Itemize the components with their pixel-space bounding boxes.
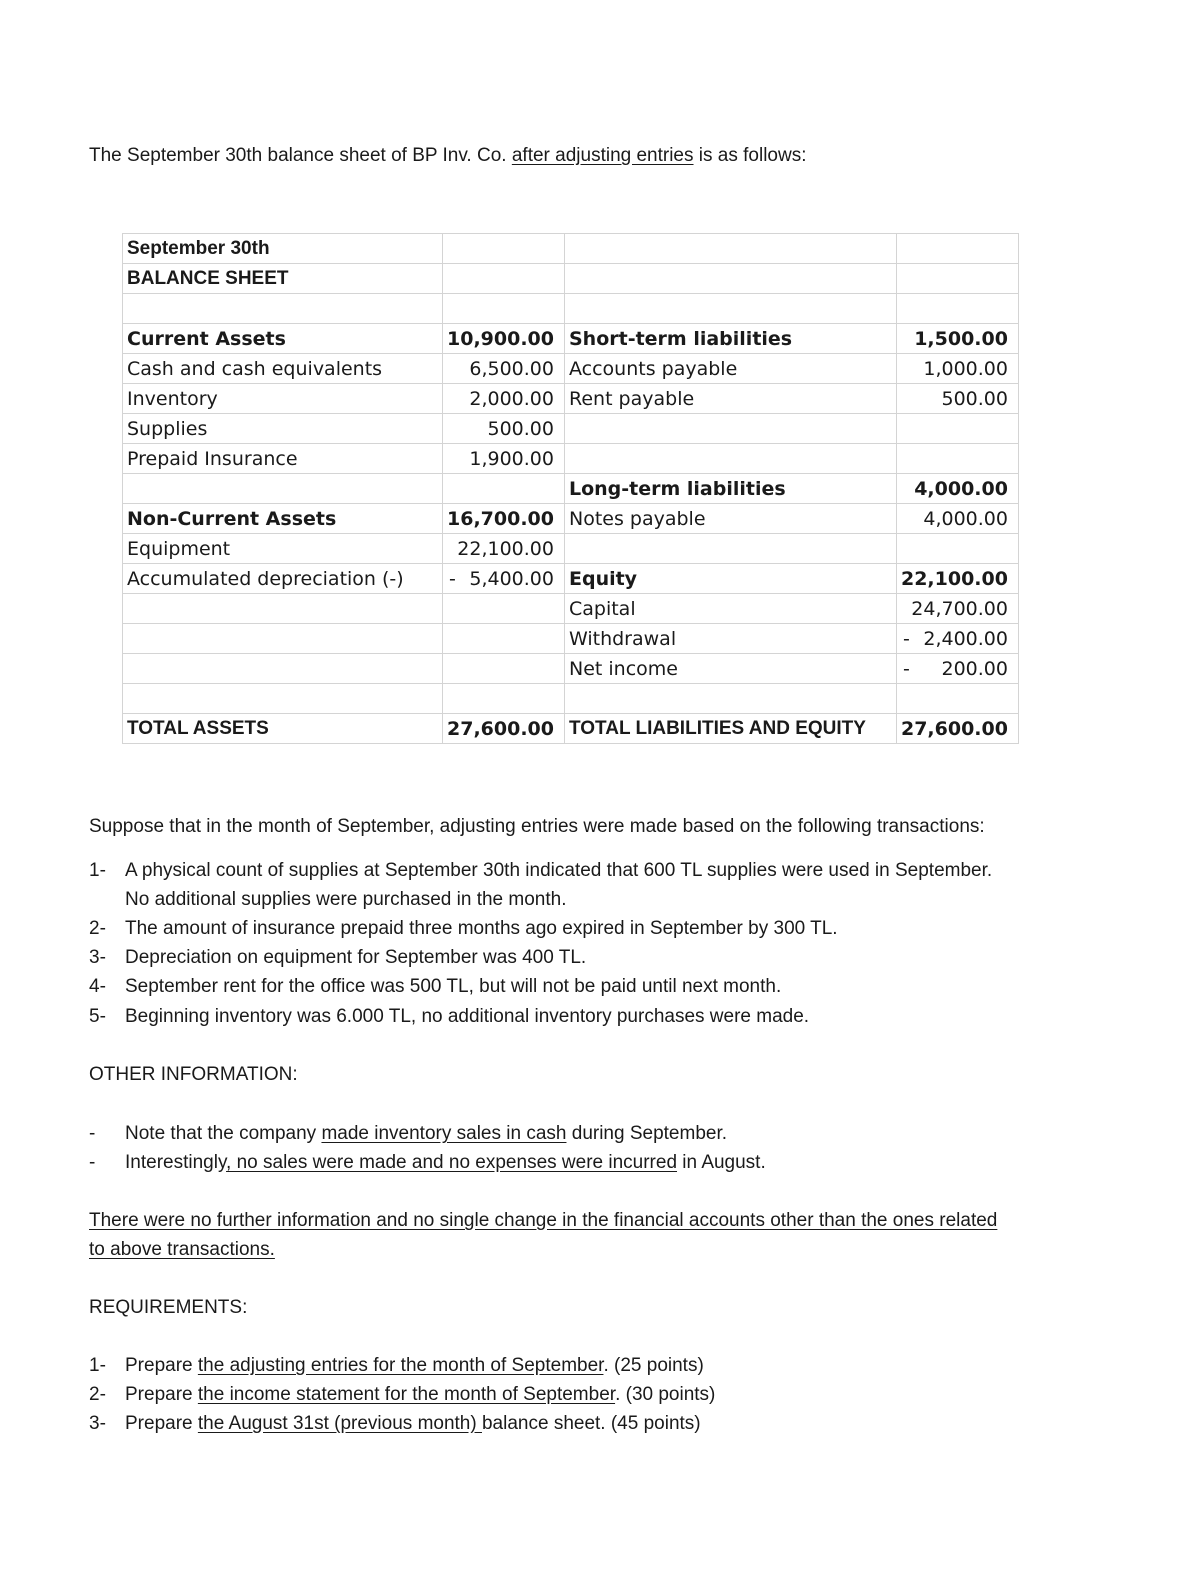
transaction-text: September rent for the office was 500 TL, but will not be paid until next month.: [125, 976, 782, 997]
cell-value: 6,500.00: [443, 354, 565, 384]
cell-label: Supplies: [123, 414, 443, 444]
list-number: 1-: [89, 860, 106, 881]
requirement-item: Prepare the August 31st (previous month) balance sheet. (45 points): [125, 1413, 701, 1434]
cell-label: [564, 444, 896, 474]
requirements-heading: REQUIREMENTS:: [89, 1297, 248, 1318]
cell-value: [443, 474, 565, 504]
bullet-dash: -: [89, 1152, 96, 1173]
list-number: 5-: [89, 1006, 106, 1027]
cell-label: [123, 594, 443, 624]
balance-sheet-date: September 30th: [123, 234, 443, 264]
list-number: 4-: [89, 976, 106, 997]
cell-value: 24,700.00: [896, 594, 1018, 624]
cell-label: Long-term liabilities: [564, 474, 896, 504]
cell-value: 1,500.00: [896, 324, 1018, 354]
cell-label: Withdrawal: [564, 624, 896, 654]
cell-label: Net income: [564, 654, 896, 684]
cell-value: 1,000.00: [896, 354, 1018, 384]
cell-value: [896, 414, 1018, 444]
cell-label: Notes payable: [564, 504, 896, 534]
total-assets-value: 27,600.00: [443, 714, 565, 744]
table-row: [123, 714, 1019, 744]
cell-value: 500.00: [896, 384, 1018, 414]
cell-label: Accounts payable: [564, 354, 896, 384]
cell-label: Equity: [564, 564, 896, 594]
table-row: [123, 444, 1019, 474]
other-info-item: Note that the company made inventory sales in cash during September.: [125, 1123, 728, 1144]
cell-label: Cash and cash equivalents: [123, 354, 443, 384]
minus-sign: -: [449, 567, 456, 590]
table-row: [123, 594, 1019, 624]
cell-label: Short-term liabilities: [564, 324, 896, 354]
cell-value: 500.00: [443, 414, 565, 444]
transaction-text: Beginning inventory was 6.000 TL, no additional inventory purchases were made.: [125, 1006, 810, 1027]
list-number: 3-: [89, 1413, 106, 1434]
transaction-text: The amount of insurance prepaid three months ago expired in September by 300 TL.: [125, 918, 838, 939]
requirement-item: Prepare the adjusting entries for the month of September. (25 points): [125, 1355, 704, 1376]
minus-sign: -: [902, 657, 910, 680]
cell-value: 4,000.00: [896, 474, 1018, 504]
cell-value: [896, 534, 1018, 564]
list-number: 2-: [89, 918, 106, 939]
cell-value: - 2,400.00: [896, 624, 1018, 654]
balance-sheet-table: [122, 233, 1019, 744]
table-row: [123, 504, 1019, 534]
cell-value: [443, 594, 565, 624]
table-row: [123, 654, 1019, 684]
transaction-text: A physical count of supplies at September 30th indicated that 600 TL supplies were used in September.: [125, 860, 993, 881]
cell-label: [564, 414, 896, 444]
minus-sign: -: [902, 627, 910, 650]
cell-value: 22,100.00: [896, 564, 1018, 594]
table-row: [123, 354, 1019, 384]
list-number: 1-: [89, 1355, 106, 1376]
cell-value: - 5,400.00: [443, 564, 565, 594]
cell-label: Current Assets: [123, 324, 443, 354]
intro-text: The September 30th balance sheet of BP Inv. Co. after adjusting entries is as follows:: [89, 145, 807, 166]
transaction-text: Depreciation on equipment for September was 400 TL.: [125, 947, 587, 968]
table-row: [123, 234, 1019, 264]
cell-label: Capital: [564, 594, 896, 624]
table-row: [123, 324, 1019, 354]
table-row: [123, 414, 1019, 444]
table-row: [123, 624, 1019, 654]
note-line: There were no further information and no single change in the financial accounts other than the ones related: [89, 1210, 998, 1231]
cell-value: 16,700.00: [443, 504, 565, 534]
note-line: to above transactions.: [89, 1239, 275, 1260]
list-number: 3-: [89, 947, 106, 968]
bullet-dash: -: [89, 1123, 96, 1144]
cell-label: Prepaid Insurance: [123, 444, 443, 474]
cell-value: [443, 654, 565, 684]
cell-label: [123, 654, 443, 684]
cell-label: Non-Current Assets: [123, 504, 443, 534]
suppose-text: Suppose that in the month of September, adjusting entries were made based on the following transactions:: [89, 816, 985, 837]
requirement-item: Prepare the income statement for the month of September. (30 points): [125, 1384, 716, 1405]
cell-value: 10,900.00: [443, 324, 565, 354]
cell-value: 22,100.00: [443, 534, 565, 564]
cell-label: Inventory: [123, 384, 443, 414]
balance-sheet-title: BALANCE SHEET: [123, 264, 443, 294]
cell-label: Accumulated depreciation (-): [123, 564, 443, 594]
table-row: [123, 384, 1019, 414]
table-row: [123, 264, 1019, 294]
intro-underlined: after adjusting entries: [511, 145, 694, 166]
total-assets-label: TOTAL ASSETS: [123, 714, 443, 744]
list-number: 2-: [89, 1384, 106, 1405]
table-row: [123, 564, 1019, 594]
cell-value: [896, 444, 1018, 474]
total-liabilities-value: 27,600.00: [896, 714, 1018, 744]
cell-value: [443, 624, 565, 654]
cell-value: - 200.00: [896, 654, 1018, 684]
other-info-item: Interestingly, no sales were made and no expenses were incurred in August.: [125, 1152, 766, 1173]
table-row: [123, 534, 1019, 564]
table-row: [123, 474, 1019, 504]
other-info-heading: OTHER INFORMATION:: [89, 1064, 298, 1085]
table-row: [123, 294, 1019, 324]
cell-label: [123, 624, 443, 654]
cell-value: 1,900.00: [443, 444, 565, 474]
cell-label: [564, 534, 896, 564]
table-row: [123, 684, 1019, 714]
total-liabilities-label: TOTAL LIABILITIES AND EQUITY: [564, 714, 896, 744]
cell-label: Rent payable: [564, 384, 896, 414]
cell-value: 2,000.00: [443, 384, 565, 414]
cell-label: Equipment: [123, 534, 443, 564]
transaction-text: No additional supplies were purchased in the month.: [125, 889, 567, 910]
cell-value: 4,000.00: [896, 504, 1018, 534]
cell-label: [123, 474, 443, 504]
